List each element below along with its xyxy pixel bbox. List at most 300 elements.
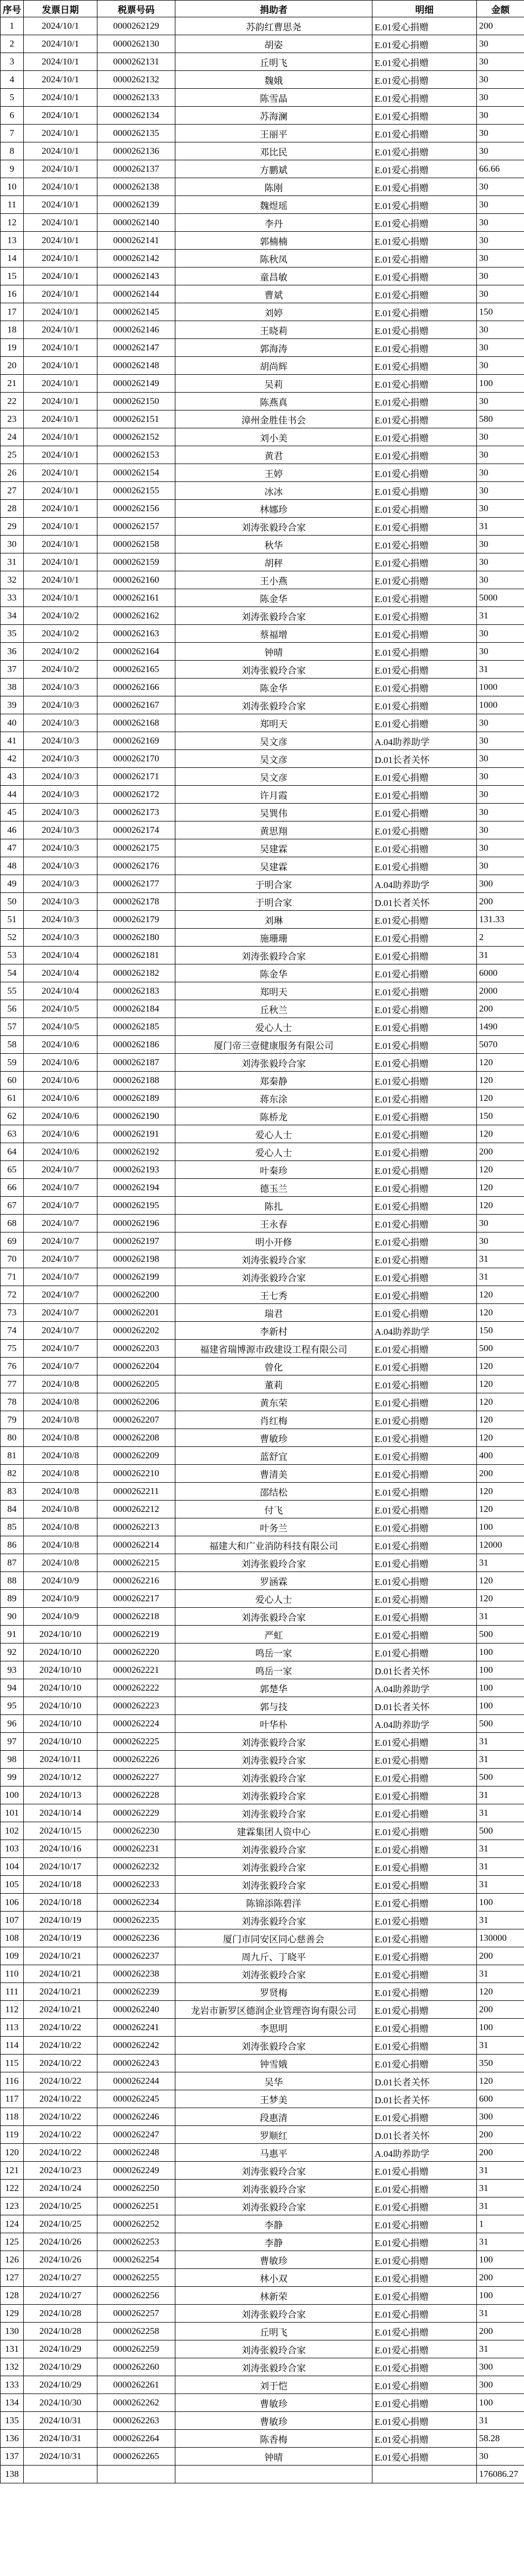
invoice-date: 2024/10/6 (24, 1072, 97, 1090)
table-row (1, 2305, 524, 2323)
invoice-date: 2024/10/22 (24, 2037, 97, 2055)
row-index: 129 (1, 2305, 24, 2323)
invoice-date: 2024/10/4 (24, 964, 97, 982)
table-row (1, 1465, 524, 1483)
table-row (1, 1483, 524, 1501)
invoice-number: 0000262247 (97, 2126, 175, 2144)
invoice-number: 0000262154 (97, 464, 175, 482)
detail-item: E.01爱心捐赠 (372, 1608, 477, 1626)
amount: 100 (477, 1894, 524, 1912)
invoice-date: 2024/10/22 (24, 2019, 97, 2037)
amount: 30 (477, 750, 524, 768)
detail-item: E.01爱心捐赠 (372, 107, 477, 125)
amount: 30 (477, 125, 524, 142)
invoice-number: 0000262161 (97, 589, 175, 607)
donor-name: 刘琳 (175, 911, 372, 929)
row-index: 2 (1, 35, 24, 53)
invoice-date: 2024/10/1 (24, 250, 97, 268)
donor-name: 黄君 (175, 446, 372, 464)
detail-item: E.01爱心捐赠 (372, 2305, 477, 2323)
row-index: 109 (1, 1947, 24, 1965)
invoice-number: 0000262221 (97, 1661, 175, 1679)
amount: 131.33 (477, 911, 524, 929)
table-row (1, 2269, 524, 2287)
detail-item: E.01爱心捐赠 (372, 393, 477, 410)
invoice-number: 0000262182 (97, 964, 175, 982)
amount: 30 (477, 339, 524, 357)
donor-name: 魏煜瑶 (175, 196, 372, 214)
invoice-date: 2024/10/21 (24, 1947, 97, 1965)
row-index: 26 (1, 464, 24, 482)
donor-name: 胡秤 (175, 553, 372, 571)
row-index: 58 (1, 1036, 24, 1054)
detail-item: E.01爱心捐赠 (372, 714, 477, 732)
detail-item: E.01爱心捐赠 (372, 2376, 477, 2394)
detail-item: E.01爱心捐赠 (372, 268, 477, 285)
row-index: 130 (1, 2323, 24, 2340)
detail-item: E.01爱心捐赠 (372, 2019, 477, 2037)
detail-item: E.01爱心捐赠 (372, 339, 477, 357)
row-index: 71 (1, 1268, 24, 1286)
invoice-date: 2024/10/31 (24, 2430, 97, 2448)
amount: 30 (477, 53, 524, 71)
detail-item: A.04助养助学 (372, 1715, 477, 1733)
table-row (1, 1822, 524, 1840)
donor-name: 王丽平 (175, 125, 372, 142)
donor-name: 郭与技 (175, 1697, 372, 1715)
invoice-date: 2024/10/4 (24, 982, 97, 1000)
empty-cell (24, 2466, 97, 2483)
donor-name: 曹敏珍 (175, 1429, 372, 1447)
donor-name: 许月霞 (175, 786, 372, 804)
amount: 100 (477, 375, 524, 393)
donor-name: 李静 (175, 2215, 372, 2233)
table-row (1, 1125, 524, 1143)
detail-item: E.01爱心捐赠 (372, 375, 477, 393)
row-index: 55 (1, 982, 24, 1000)
row-index: 65 (1, 1161, 24, 1179)
row-index: 124 (1, 2215, 24, 2233)
row-index: 40 (1, 714, 24, 732)
amount: 58.28 (477, 2430, 524, 2448)
row-index: 62 (1, 1107, 24, 1125)
row-index: 94 (1, 1679, 24, 1697)
table-body (1, 17, 524, 2483)
invoice-date: 2024/10/1 (24, 125, 97, 142)
table-row (1, 17, 524, 35)
invoice-date: 2024/10/2 (24, 661, 97, 679)
amount: 30 (477, 1232, 524, 1250)
row-index: 101 (1, 1804, 24, 1822)
row-index: 31 (1, 553, 24, 571)
invoice-date: 2024/10/8 (24, 1554, 97, 1572)
invoice-number: 0000262230 (97, 1822, 175, 1840)
table-row (1, 1983, 524, 2001)
invoice-date: 2024/10/6 (24, 1125, 97, 1143)
amount: 30 (477, 142, 524, 160)
row-index: 49 (1, 875, 24, 893)
invoice-date: 2024/10/8 (24, 1411, 97, 1429)
detail-item: E.01爱心捐赠 (372, 1965, 477, 1983)
invoice-number: 0000262257 (97, 2305, 175, 2323)
detail-item: E.01爱心捐赠 (372, 553, 477, 571)
row-index: 105 (1, 1876, 24, 1894)
donor-name: 刘涛张毅玲合家 (175, 1840, 372, 1858)
invoice-date: 2024/10/10 (24, 1697, 97, 1715)
detail-item: E.01爱心捐赠 (372, 982, 477, 1000)
donor-name: 鸣岳一家 (175, 1644, 372, 1661)
table-row (1, 2251, 524, 2269)
donor-name: 刘涛张毅玲合家 (175, 947, 372, 964)
detail-item: E.01爱心捐赠 (372, 285, 477, 303)
donor-name: 秋华 (175, 536, 372, 553)
donor-name: 钟雪娥 (175, 2055, 372, 2072)
amount: 31 (477, 1840, 524, 1858)
invoice-number: 0000262168 (97, 714, 175, 732)
table-row (1, 679, 524, 696)
invoice-number: 0000262203 (97, 1340, 175, 1358)
invoice-number: 0000262253 (97, 2233, 175, 2251)
donor-name: 刘涛张毅玲合家 (175, 1876, 372, 1894)
detail-item: E.01爱心捐赠 (372, 1536, 477, 1554)
donor-name: 蒋东涂 (175, 1090, 372, 1107)
invoice-date: 2024/10/10 (24, 1661, 97, 1679)
detail-item: E.01爱心捐赠 (372, 1769, 477, 1786)
table-row (1, 1572, 524, 1590)
invoice-date: 2024/10/26 (24, 2233, 97, 2251)
invoice-date: 2024/10/10 (24, 1715, 97, 1733)
invoice-number: 0000262137 (97, 160, 175, 178)
table-row (1, 1411, 524, 1429)
donor-name: 吴建霖 (175, 839, 372, 857)
invoice-date: 2024/10/1 (24, 375, 97, 393)
detail-item: E.01爱心捐赠 (372, 89, 477, 107)
invoice-number: 0000262223 (97, 1697, 175, 1715)
detail-item: E.01爱心捐赠 (372, 1090, 477, 1107)
invoice-date: 2024/10/3 (24, 714, 97, 732)
donor-name: 漳州金胜佳书会 (175, 410, 372, 428)
row-index: 116 (1, 2072, 24, 2090)
invoice-number: 0000262190 (97, 1107, 175, 1125)
table-row (1, 268, 524, 285)
table-row (1, 964, 524, 982)
row-index: 11 (1, 196, 24, 214)
table-row (1, 142, 524, 160)
invoice-date: 2024/10/14 (24, 1804, 97, 1822)
amount: 31 (477, 1965, 524, 1983)
detail-item: E.01爱心捐赠 (372, 518, 477, 536)
detail-item: E.01爱心捐赠 (372, 1912, 477, 1929)
amount: 150 (477, 303, 524, 321)
detail-item: E.01爱心捐赠 (372, 911, 477, 929)
donor-name: 吴建霖 (175, 857, 372, 875)
amount: 30 (477, 35, 524, 53)
row-index: 57 (1, 1018, 24, 1036)
donor-name: 曹斌 (175, 285, 372, 303)
table-row (1, 1554, 524, 1572)
row-index: 92 (1, 1644, 24, 1661)
row-index: 19 (1, 339, 24, 357)
amount: 5070 (477, 1036, 524, 1054)
donor-name: 于明合家 (175, 875, 372, 893)
detail-item: E.01爱心捐赠 (372, 303, 477, 321)
invoice-number: 0000262219 (97, 1626, 175, 1644)
donor-name: 刘涛张毅玲合家 (175, 1769, 372, 1786)
table-row (1, 2430, 524, 2448)
donor-name: 德玉兰 (175, 1179, 372, 1197)
donor-name: 刘涛张毅玲合家 (175, 2340, 372, 2358)
detail-item: E.01爱心捐赠 (372, 1358, 477, 1375)
table-row (1, 2001, 524, 2019)
detail-item: E.01爱心捐赠 (372, 1626, 477, 1644)
invoice-date: 2024/10/7 (24, 1161, 97, 1179)
donor-name: 王永春 (175, 1215, 372, 1232)
invoice-date: 2024/10/1 (24, 357, 97, 375)
donor-name: 王晓莉 (175, 321, 372, 339)
invoice-number: 0000262192 (97, 1143, 175, 1161)
table-row (1, 1090, 524, 1107)
invoice-number: 0000262157 (97, 518, 175, 536)
table-row (1, 1626, 524, 1644)
donor-name: 陈金华 (175, 589, 372, 607)
amount: 130000 (477, 1929, 524, 1947)
table-row (1, 285, 524, 303)
detail-item: E.01爱心捐赠 (372, 2412, 477, 2430)
amount: 200 (477, 2126, 524, 2144)
invoice-number: 0000262220 (97, 1644, 175, 1661)
donor-name: 曹敏珍 (175, 2412, 372, 2430)
invoice-date: 2024/10/7 (24, 1179, 97, 1197)
invoice-number: 0000262155 (97, 482, 175, 500)
invoice-number: 0000262188 (97, 1072, 175, 1090)
amount: 30 (477, 804, 524, 821)
invoice-number: 0000262196 (97, 1215, 175, 1232)
table-row (1, 1268, 524, 1286)
table-row (1, 1608, 524, 1626)
table-row (1, 786, 524, 804)
donor-name: 罗涵霖 (175, 1572, 372, 1590)
row-index: 90 (1, 1608, 24, 1626)
invoice-date: 2024/10/1 (24, 500, 97, 518)
donor-name: 黄东荣 (175, 1393, 372, 1411)
donor-name: 叶务兰 (175, 1518, 372, 1536)
invoice-number: 0000262241 (97, 2019, 175, 2037)
donor-name: 林新荣 (175, 2287, 372, 2305)
row-index: 27 (1, 482, 24, 500)
donor-name: 罗顺红 (175, 2126, 372, 2144)
table-row (1, 696, 524, 714)
donor-name: 陈锦添陈碧洋 (175, 1894, 372, 1912)
row-index: 35 (1, 625, 24, 643)
row-index: 17 (1, 303, 24, 321)
invoice-date: 2024/10/22 (24, 2108, 97, 2126)
invoice-number: 0000262239 (97, 1983, 175, 2001)
row-index: 52 (1, 929, 24, 947)
detail-item: E.01爱心捐赠 (372, 2215, 477, 2233)
invoice-number: 0000262226 (97, 1751, 175, 1769)
invoice-number: 0000262166 (97, 679, 175, 696)
amount: 30 (477, 214, 524, 232)
donor-name: 肖红梅 (175, 1411, 372, 1429)
detail-item: D.01长者关怀 (372, 2090, 477, 2108)
invoice-date: 2024/10/8 (24, 1483, 97, 1501)
table-row (1, 768, 524, 786)
table-row (1, 214, 524, 232)
donor-name: 周九斤、丁晓平 (175, 1947, 372, 1965)
invoice-date: 2024/10/1 (24, 321, 97, 339)
row-index: 131 (1, 2340, 24, 2358)
donor-name: 爱心人士 (175, 1125, 372, 1143)
table-row (1, 393, 524, 410)
table-row (1, 2180, 524, 2197)
row-index: 20 (1, 357, 24, 375)
invoice-date: 2024/10/3 (24, 750, 97, 768)
invoice-number: 0000262216 (97, 1572, 175, 1590)
invoice-number: 0000262198 (97, 1250, 175, 1268)
row-index: 1 (1, 17, 24, 35)
detail-item: A.04助养助学 (372, 1679, 477, 1697)
invoice-date: 2024/10/7 (24, 1286, 97, 1304)
detail-item: E.01爱心捐赠 (372, 643, 477, 661)
invoice-number: 0000262191 (97, 1125, 175, 1143)
invoice-number: 0000262225 (97, 1733, 175, 1751)
detail-item: D.01长者关怀 (372, 2126, 477, 2144)
row-index: 118 (1, 2108, 24, 2126)
invoice-number: 0000262249 (97, 2162, 175, 2180)
detail-item: E.01爱心捐赠 (372, 1125, 477, 1143)
invoice-date: 2024/10/27 (24, 2269, 97, 2287)
row-index: 120 (1, 2144, 24, 2162)
row-index: 37 (1, 661, 24, 679)
row-index: 117 (1, 2090, 24, 2108)
invoice-number: 0000262197 (97, 1232, 175, 1250)
invoice-date: 2024/10/1 (24, 178, 97, 196)
detail-item: E.01爱心捐赠 (372, 696, 477, 714)
table-row (1, 1644, 524, 1661)
donor-name: 陈金华 (175, 964, 372, 982)
invoice-number: 0000262180 (97, 929, 175, 947)
invoice-number: 0000262194 (97, 1179, 175, 1197)
invoice-date: 2024/10/1 (24, 536, 97, 553)
detail-item: D.01长者关怀 (372, 2072, 477, 2090)
invoice-date: 2024/10/1 (24, 464, 97, 482)
detail-item: E.01爱心捐赠 (372, 1268, 477, 1286)
detail-item: E.01爱心捐赠 (372, 142, 477, 160)
amount: 31 (477, 2412, 524, 2430)
donor-name: 刘涛张毅玲合家 (175, 1965, 372, 1983)
row-index: 86 (1, 1536, 24, 1554)
invoice-date: 2024/10/8 (24, 1429, 97, 1447)
detail-item: A.04助养助学 (372, 2144, 477, 2162)
row-index: 114 (1, 2037, 24, 2055)
invoice-number: 0000262160 (97, 571, 175, 589)
header-donor: 捐助者 (175, 1, 372, 17)
invoice-date: 2024/10/1 (24, 71, 97, 89)
row-index: 100 (1, 1786, 24, 1804)
donor-name: 刘涛张毅玲合家 (175, 1554, 372, 1572)
detail-item: A.04助养助学 (372, 732, 477, 750)
detail-item: E.01爱心捐赠 (372, 661, 477, 679)
amount: 100 (477, 2394, 524, 2412)
donor-name: 建霖集团人资中心 (175, 1822, 372, 1840)
detail-item: E.01爱心捐赠 (372, 232, 477, 250)
table-row (1, 2358, 524, 2376)
donor-name: 刘涛张毅玲合家 (175, 607, 372, 625)
row-index: 70 (1, 1250, 24, 1268)
amount: 30 (477, 268, 524, 285)
detail-item: E.01爱心捐赠 (372, 1072, 477, 1090)
donor-name: 福建大和广业消防科技有限公司 (175, 1536, 372, 1554)
table-row (1, 1322, 524, 1340)
row-index: 68 (1, 1215, 24, 1232)
invoice-date: 2024/10/8 (24, 1447, 97, 1465)
detail-item: E.01爱心捐赠 (372, 2340, 477, 2358)
table-row (1, 1786, 524, 1804)
invoice-date: 2024/10/28 (24, 2305, 97, 2323)
invoice-date: 2024/10/7 (24, 1250, 97, 1268)
detail-item: E.01爱心捐赠 (372, 2180, 477, 2197)
detail-item: E.01爱心捐赠 (372, 1429, 477, 1447)
invoice-number: 0000262173 (97, 804, 175, 821)
detail-item: E.01爱心捐赠 (372, 214, 477, 232)
table-row (1, 250, 524, 268)
donor-name: 李静 (175, 2233, 372, 2251)
invoice-number: 0000262243 (97, 2055, 175, 2072)
detail-item: E.01爱心捐赠 (372, 1232, 477, 1250)
amount: 30 (477, 250, 524, 268)
row-index: 77 (1, 1375, 24, 1393)
invoice-number: 0000262185 (97, 1018, 175, 1036)
row-index: 135 (1, 2412, 24, 2430)
donor-name: 曹敏珍 (175, 2251, 372, 2269)
amount: 30 (477, 196, 524, 214)
row-index: 38 (1, 679, 24, 696)
donor-name: 陈雪晶 (175, 89, 372, 107)
donor-name: 叶华朴 (175, 1715, 372, 1733)
invoice-number: 0000262138 (97, 178, 175, 196)
table-row (1, 1107, 524, 1125)
row-index: 128 (1, 2287, 24, 2305)
table-row (1, 1197, 524, 1215)
table-row (1, 2323, 524, 2340)
amount: 30 (477, 393, 524, 410)
donor-name: 罗贤梅 (175, 1983, 372, 2001)
table-row (1, 947, 524, 964)
table-row (1, 1929, 524, 1947)
donor-name: 鸣岳一家 (175, 1661, 372, 1679)
detail-item: E.01爱心捐赠 (372, 53, 477, 71)
detail-item: E.01爱心捐赠 (372, 250, 477, 268)
row-index: 81 (1, 1447, 24, 1465)
invoice-date: 2024/10/25 (24, 2215, 97, 2233)
row-index: 80 (1, 1429, 24, 1447)
invoice-number: 0000262252 (97, 2215, 175, 2233)
invoice-date: 2024/10/6 (24, 1036, 97, 1054)
invoice-number: 0000262251 (97, 2197, 175, 2215)
amount: 100 (477, 1518, 524, 1536)
invoice-date: 2024/10/5 (24, 1018, 97, 1036)
amount: 30 (477, 71, 524, 89)
row-index: 6 (1, 107, 24, 125)
table-row (1, 107, 524, 125)
detail-item: E.01爱心捐赠 (372, 2233, 477, 2251)
amount: 120 (477, 1375, 524, 1393)
row-index: 29 (1, 518, 24, 536)
invoice-number: 0000262132 (97, 71, 175, 89)
invoice-number: 0000262261 (97, 2376, 175, 2394)
donor-name: 严虹 (175, 1626, 372, 1644)
invoice-number: 0000262178 (97, 893, 175, 911)
